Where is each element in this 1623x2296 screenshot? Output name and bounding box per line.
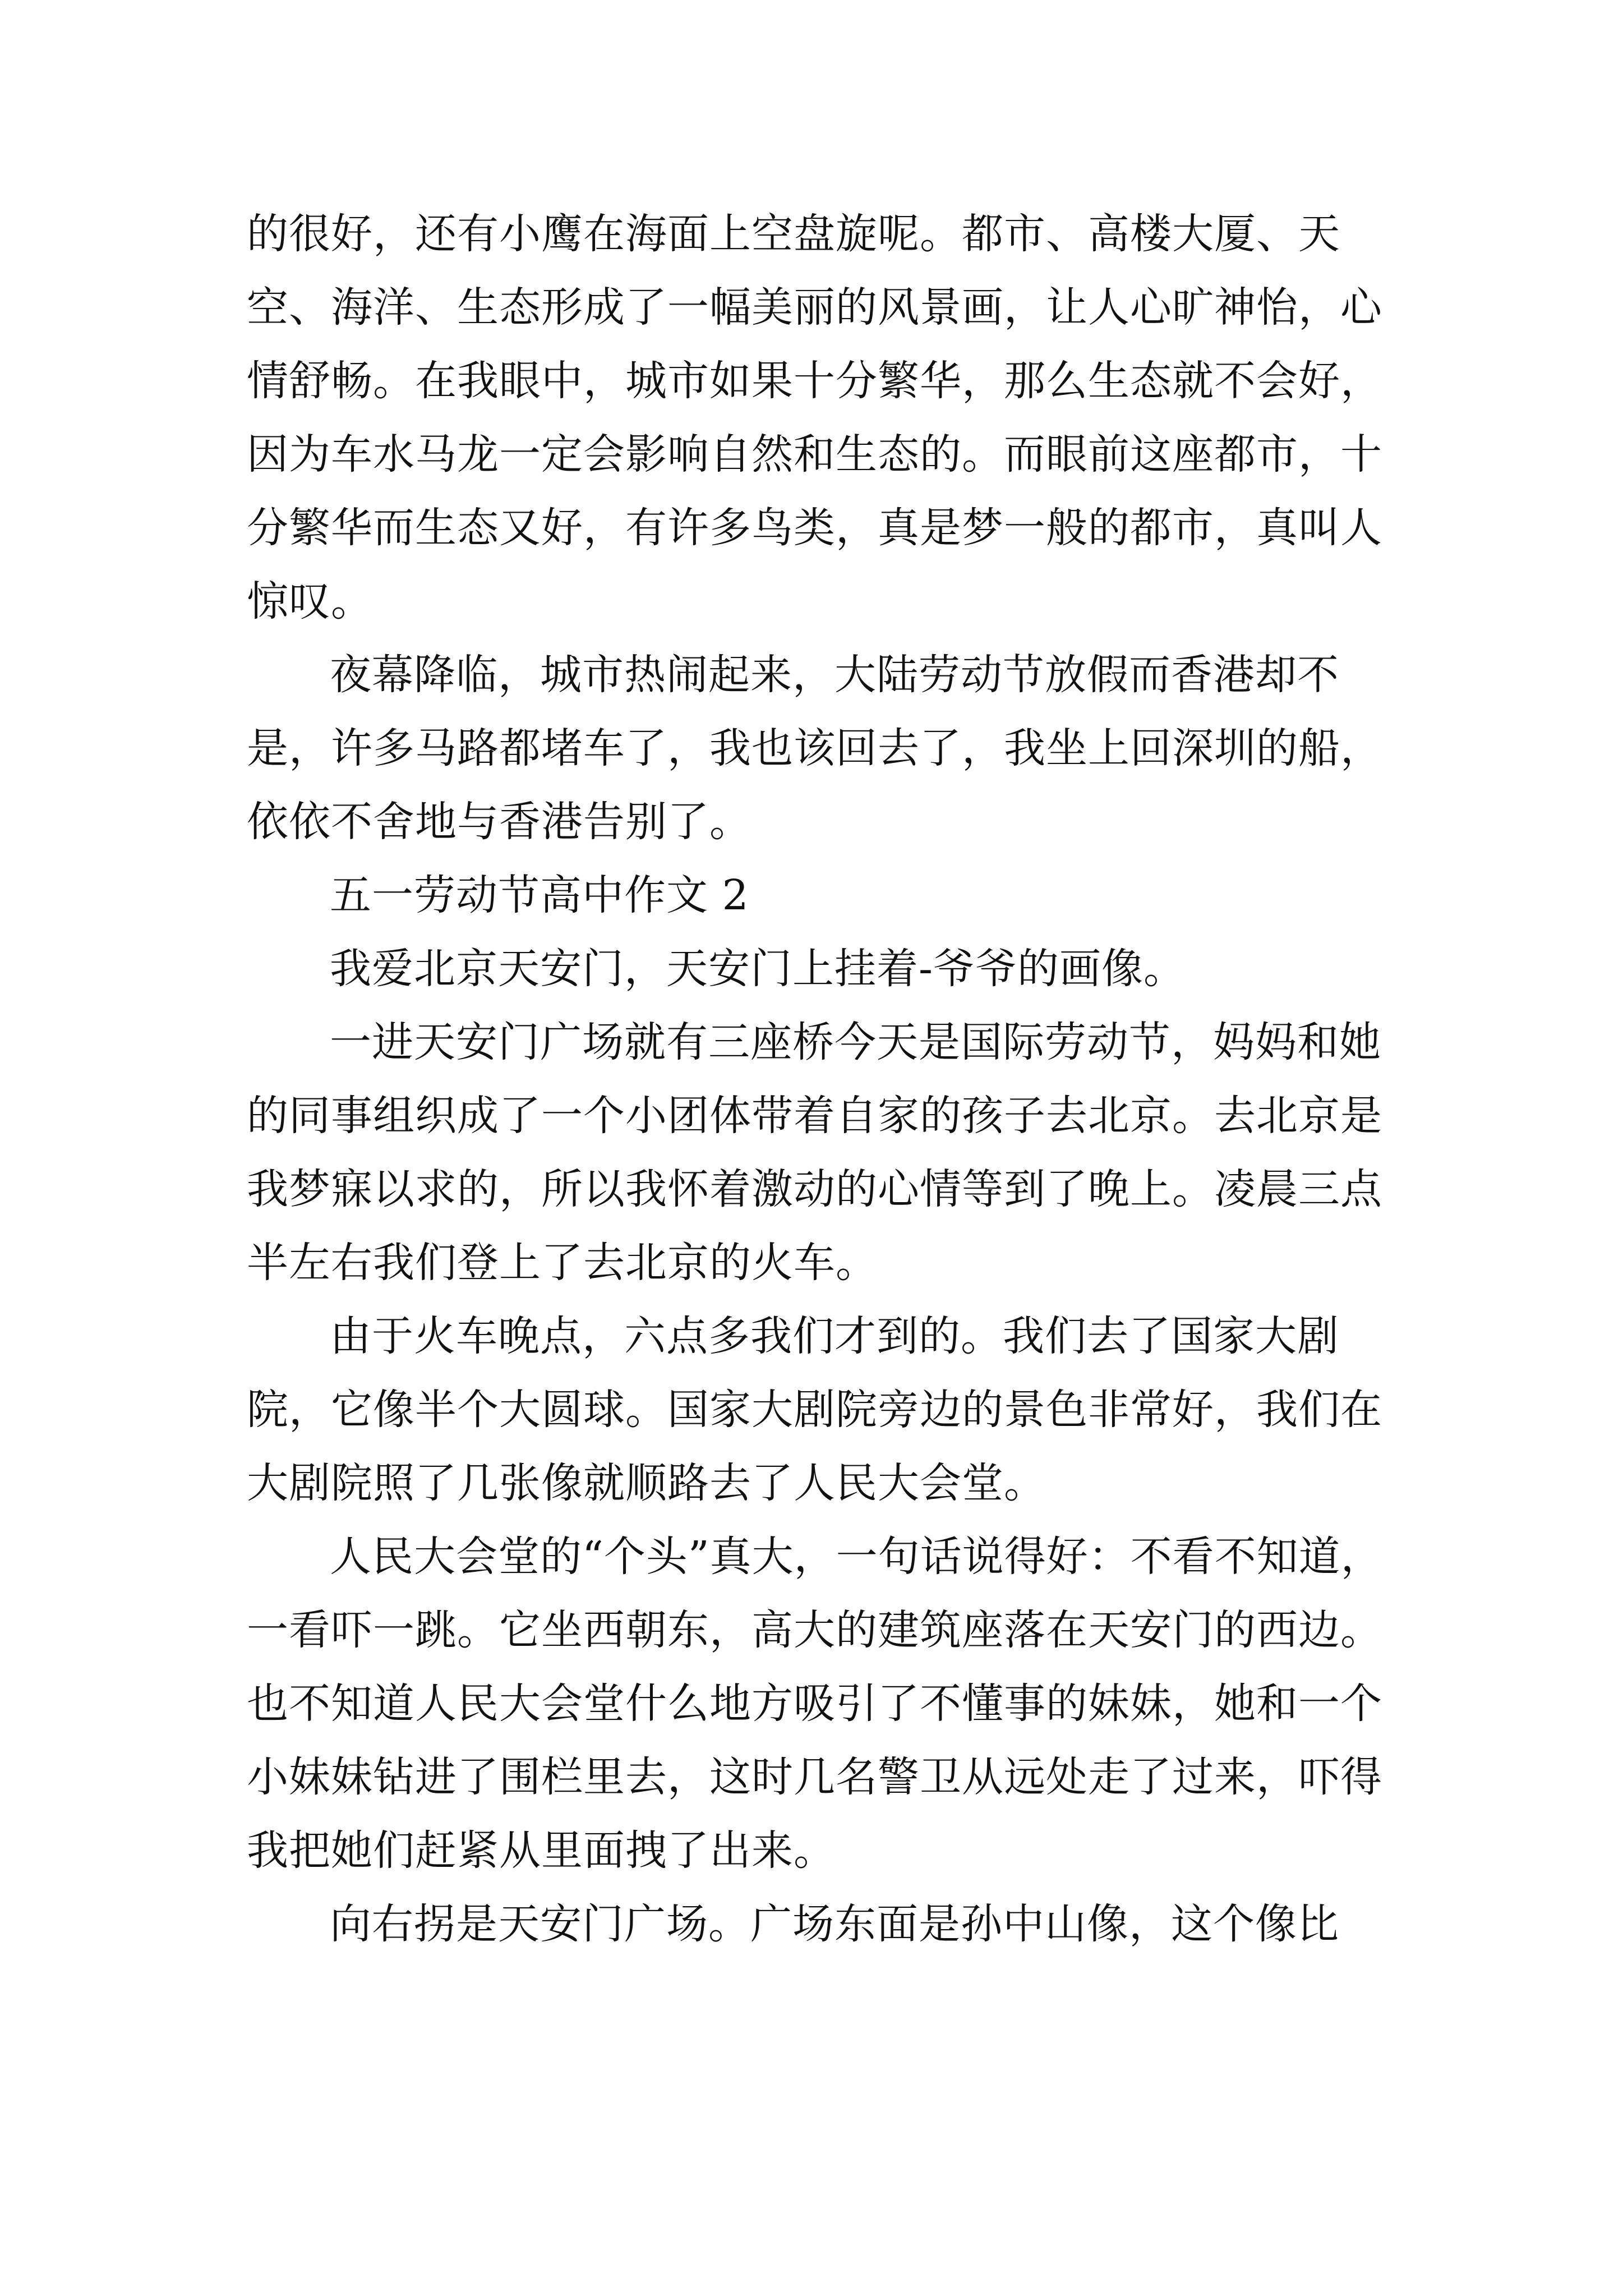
- paragraph-trip-start: 一进天安门广场就有三座桥今天是国际劳动节，妈妈和她的同事组织成了一个小团体带着自家的孩子去北京。去北京是我梦寐以求的，所以我怀着激动的心情等到了晚上。凌晨三点半左右我们登上了去北京的火车。: [247, 1018, 1382, 1287]
- essay-title: 五一劳动节高中作文 2: [330, 871, 749, 919]
- paragraph-square: 向右拐是天安门广场。广场东面是孙中山像，这个像比: [330, 1900, 1339, 1948]
- essay-body: [247, 197, 1391, 1961]
- paragraph-great-hall: 人民大会堂的“个头”真大，一句话说得好：不看不知道，一看吓一跳。它坐西朝东，高大的建筑座落在天安门的西边。也不知道人民大会堂什么地方吸引了不懂事的妹妹，她和一个小妹妹钻进了围栏里去，这时几名警卫从远处走了过来，吓得我把她们赶紧从里面拽了出来。: [247, 1533, 1383, 1875]
- paragraph-continuation: 的很好，还有小鹰在海面上空盘旋呢。都市、高楼大厦、天空、海洋、生态形成了一幅美丽的风景画，让人心旷神怡，心情舒畅。在我眼中，城市如果十分繁华，那么生态就不会好，因为车水马龙一定会影响自然和生态的。而眼前这座都市，十分繁华而生态又好，有许多鸟类，真是梦一般的都市，真叫人惊叹。: [247, 210, 1382, 625]
- paragraph-grand-theatre: 由于火车晚点，六点多我们才到的。我们去了国家大剧院，它像半个大圆球。国家大剧院旁边的景色非常好，我们在大剧院照了几张像就顺路去了人民大会堂。: [247, 1312, 1382, 1507]
- paragraph-opening-line: 我爱北京天安门，天安门上挂着-爷爷的画像。: [330, 945, 1186, 993]
- paragraph-nightfall: 夜幕降临，城市热闹起来，大陆劳动节放假而香港却不是，许多马路都堵车了，我也该回去了，我坐上回深圳的船，依依不舍地与香港告别了。: [247, 651, 1382, 846]
